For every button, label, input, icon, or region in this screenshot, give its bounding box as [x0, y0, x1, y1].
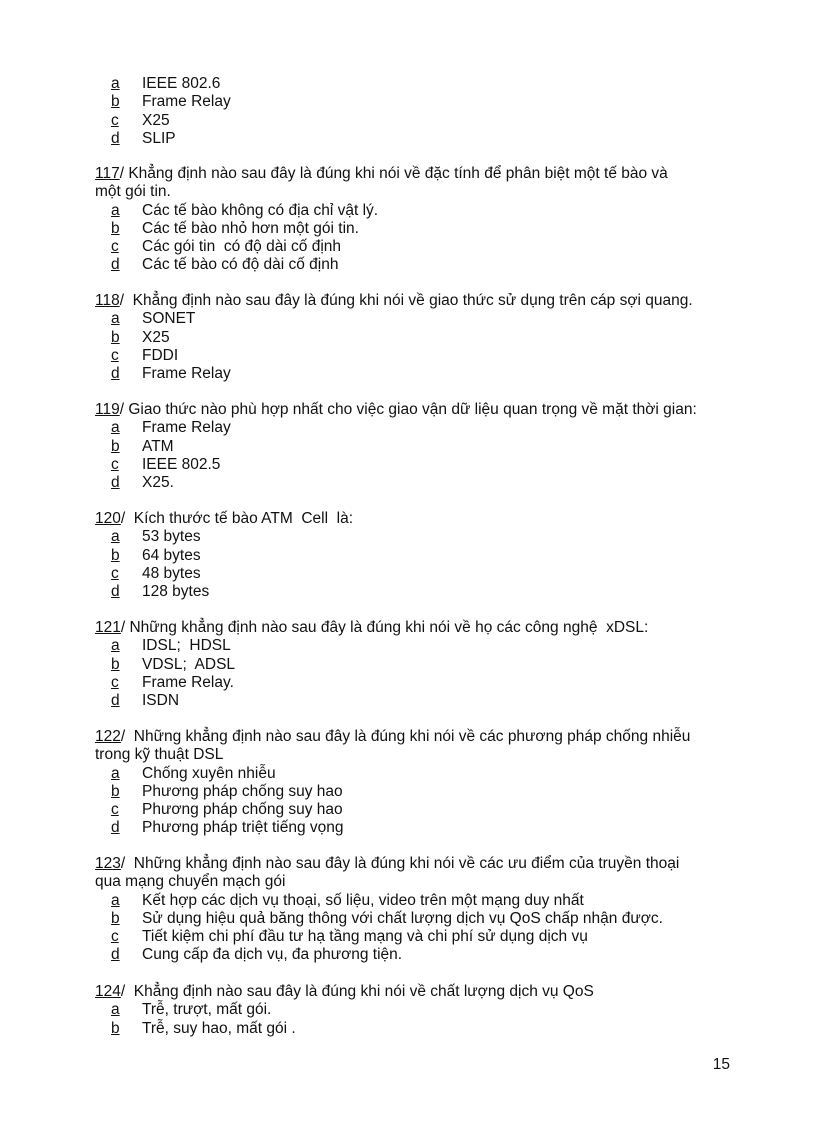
option-text: SONET	[142, 310, 196, 328]
option-text: Kết hợp các dịch vụ thoại, số liệu, video trên một mạng duy nhất	[142, 891, 584, 909]
question-number: 120	[95, 510, 121, 527]
question-number: 122	[95, 728, 121, 745]
option-a	[111, 310, 745, 328]
option-text: IEEE 802.6	[142, 75, 221, 92]
option-letter: b	[111, 219, 120, 237]
question-stem	[95, 728, 745, 765]
option-letter: c	[111, 455, 119, 473]
option-letter: a	[111, 201, 120, 219]
option-letter: b	[111, 909, 120, 927]
option-a	[111, 75, 231, 93]
option-c	[111, 112, 231, 130]
option-c	[111, 801, 745, 819]
option-a	[111, 892, 745, 910]
option-text: Các gói tin có độ dài cố định	[142, 238, 342, 256]
option-letter: a	[111, 528, 120, 546]
question-number: 124	[95, 983, 121, 1000]
option-text: IDSL; HDSL	[142, 637, 231, 655]
option-b	[111, 910, 745, 928]
option-letter: d	[111, 692, 120, 710]
option-text: Phương pháp triệt tiếng vọng	[142, 819, 344, 837]
question-116-options	[111, 75, 231, 148]
question-stem	[95, 855, 745, 892]
option-text: VDSL; ADSL	[142, 655, 236, 673]
option-d	[111, 583, 745, 601]
option-text: Chống xuyên nhiễu	[142, 764, 276, 782]
option-text: Phương pháp chống suy hao	[142, 782, 343, 800]
option-text: Cung cấp đa dịch vụ, đa phương tiện.	[142, 946, 403, 964]
question-stem	[95, 983, 745, 1001]
option-list	[95, 637, 745, 710]
option-letter: c	[111, 801, 119, 819]
option-c	[111, 928, 745, 946]
option-letter: b	[111, 546, 120, 564]
option-letter: c	[111, 346, 119, 364]
option-d	[111, 365, 745, 383]
option-b	[111, 656, 745, 674]
option-a	[111, 1001, 745, 1019]
question-text: / Khẳng định nào sau đây là đúng khi nói về đặc tính để phân biệt một tế bào và một gói tin.	[95, 165, 668, 201]
option-list	[95, 528, 745, 601]
option-letter: d	[111, 583, 120, 601]
option-text: X25	[142, 328, 170, 346]
option-letter: c	[111, 564, 119, 582]
question-number: 121	[95, 619, 121, 636]
question-text: / Khẳng định nào sau đây là đúng khi nói về giao thức sử dụng trên cáp sợi quang.	[119, 292, 693, 309]
option-letter: a	[111, 891, 120, 909]
option-b	[111, 329, 745, 347]
option-text: SLIP	[142, 129, 176, 147]
option-text: 128 bytes	[142, 583, 210, 601]
option-letter: b	[111, 1019, 120, 1037]
option-d	[111, 256, 745, 274]
option-text: 64 bytes	[142, 546, 201, 564]
option-c	[111, 565, 745, 583]
option-text: Các tế bào có độ dài cố định	[142, 256, 339, 274]
option-text: ISDN	[142, 692, 180, 710]
option-letter: d	[111, 256, 120, 274]
option-a	[111, 202, 745, 220]
option-text: Frame Relay	[142, 365, 231, 383]
option-d	[111, 819, 745, 837]
option-letter: b	[111, 655, 120, 673]
question-120	[95, 510, 745, 601]
question-text: / Kích thước tế bào ATM Cell là:	[120, 510, 354, 527]
question-text: / Những khẳng định nào sau đây là đúng khi nói về họ các công nghệ xDSL:	[120, 619, 649, 636]
option-letter: d	[111, 474, 120, 492]
option-b	[111, 93, 231, 111]
question-119	[95, 401, 745, 492]
option-letter: c	[111, 928, 119, 946]
option-letter: c	[111, 673, 119, 691]
option-a	[111, 765, 745, 783]
option-text: Frame Relay.	[142, 673, 234, 691]
option-letter: d	[111, 946, 120, 964]
option-letter: c	[111, 111, 119, 129]
option-list	[95, 310, 745, 383]
option-letter: b	[111, 93, 120, 111]
question-number: 119	[95, 401, 120, 418]
option-list	[95, 419, 745, 492]
option-d	[111, 474, 745, 492]
question-stem	[95, 619, 745, 637]
option-letter: a	[111, 310, 120, 328]
option-text: 48 bytes	[142, 564, 201, 582]
option-text: Frame Relay	[142, 419, 231, 437]
option-letter: a	[111, 637, 120, 655]
option-letter: a	[111, 419, 120, 437]
option-text: Các tế bào không có địa chỉ vật lý.	[142, 201, 379, 219]
option-list	[95, 892, 745, 965]
question-number: 118	[95, 292, 120, 309]
option-letter: d	[111, 365, 120, 383]
option-text: IEEE 802.5	[142, 455, 221, 473]
question-text: / Những khẳng định nào sau đây là đúng khi nói về các phương pháp chống nhiễu trong kỹ thuật DSL	[95, 728, 691, 764]
option-list	[111, 75, 231, 148]
option-list	[95, 765, 745, 838]
option-b	[111, 1020, 745, 1038]
option-a	[111, 637, 745, 655]
option-d	[111, 130, 231, 148]
option-a	[111, 419, 745, 437]
question-stem	[95, 401, 745, 419]
option-letter: b	[111, 328, 120, 346]
option-letter: c	[111, 238, 119, 256]
option-c	[111, 456, 745, 474]
option-text: Trễ, suy hao, mất gói .	[142, 1019, 296, 1037]
question-stem	[95, 292, 745, 310]
option-text: FDDI	[142, 346, 179, 364]
option-text: Các tế bào nhỏ hơn một gói tin.	[142, 219, 359, 237]
question-number: 117	[95, 165, 120, 182]
option-text: Sử dụng hiệu quả băng thông với chất lượng dịch vụ QoS chấp nhận được.	[142, 909, 663, 927]
option-text: Phương pháp chống suy hao	[142, 801, 343, 819]
question-117	[95, 165, 745, 275]
option-text: Tiết kiệm chi phí đầu tư hạ tầng mạng và chi phí sử dụng dịch vụ	[142, 928, 588, 946]
option-letter: d	[111, 129, 120, 147]
option-text: X25	[142, 111, 170, 129]
option-a	[111, 528, 745, 546]
option-c	[111, 674, 745, 692]
option-c	[111, 347, 745, 365]
option-letter: a	[111, 1001, 120, 1019]
question-number: 123	[95, 855, 121, 872]
question-stem	[95, 510, 745, 528]
question-123	[95, 855, 745, 965]
option-text: 53 bytes	[142, 528, 201, 546]
option-c	[111, 238, 745, 256]
option-letter: d	[111, 819, 120, 837]
option-letter: a	[111, 764, 120, 782]
page-number: 15	[712, 1056, 730, 1073]
option-list	[95, 1001, 745, 1038]
question-121	[95, 619, 745, 710]
question-text: / Khẳng định nào sau đây là đúng khi nói về chất lượng dịch vụ QoS	[120, 983, 594, 1000]
option-text: Frame Relay	[142, 93, 231, 111]
option-b	[111, 783, 745, 801]
option-b	[111, 547, 745, 565]
option-letter: a	[111, 75, 120, 92]
question-text: / Giao thức nào phù hợp nhất cho việc giao vận dữ liệu quan trọng về mặt thời gian:	[119, 401, 697, 418]
question-stem	[95, 165, 745, 202]
question-text: / Những khẳng định nào sau đây là đúng khi nói về các ưu điểm của truyền thoại qua mạng chuyển mạch gói	[95, 855, 680, 891]
option-letter: b	[111, 437, 120, 455]
option-letter: b	[111, 782, 120, 800]
question-118	[95, 292, 745, 383]
option-text: Trễ, trượt, mất gói.	[142, 1001, 272, 1019]
option-b	[111, 438, 745, 456]
option-list	[95, 202, 745, 275]
option-text: X25.	[142, 474, 174, 492]
question-122	[95, 728, 745, 838]
option-b	[111, 220, 745, 238]
option-d	[111, 946, 745, 964]
option-d	[111, 692, 745, 710]
option-text: ATM	[142, 437, 174, 455]
question-124	[95, 983, 745, 1038]
